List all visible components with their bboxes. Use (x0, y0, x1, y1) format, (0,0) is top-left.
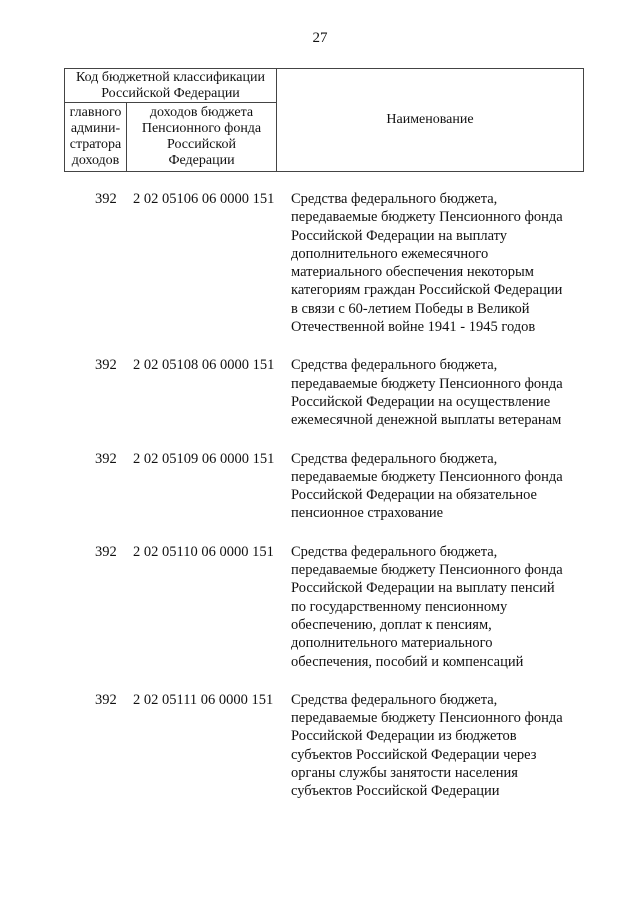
classification-rows (64, 190, 584, 821)
description-line: субъектов Российской Федерации (291, 783, 500, 800)
budget-code: 2 02 05109 06 0000 151 (133, 450, 275, 467)
description-line: Российской Федерации на выплату (291, 227, 508, 244)
table-row (64, 691, 584, 801)
description-line: категориям граждан Российской Федерации (291, 282, 563, 299)
description-line: Средства федерального бюджета, (291, 691, 498, 708)
description-line: Российской Федерации на выплату пенсий (291, 580, 555, 597)
description-line: дополнительного ежемесячного (291, 245, 489, 262)
description-line: передаваемые бюджету Пенсионного фонда (291, 710, 563, 727)
description-line: Средства федерального бюджета, (291, 191, 498, 207)
header-admin-line: главного (69, 105, 122, 120)
table-row (64, 543, 584, 671)
header-group-title-line2: Российской Федерации (101, 85, 240, 101)
description-line: субъектов Российской Федерации через (291, 746, 537, 763)
row-description (291, 450, 581, 523)
description-line: Отечественной войне 1941 - 1945 годов (291, 319, 536, 336)
description-line: обеспечения, пособий и компенсаций (291, 653, 524, 670)
description-line: ежемесячной денежной выплаты ветеранам (291, 412, 562, 429)
budget-code: 2 02 05111 06 0000 151 (133, 691, 274, 708)
row-description (291, 190, 581, 336)
classification-header-table (64, 68, 584, 172)
budget-code: 2 02 05110 06 0000 151 (133, 543, 274, 560)
header-income-line: Пенсионного фонда (141, 121, 262, 136)
description-line: Средства федерального бюджета, (291, 357, 498, 374)
admin-code: 392 (95, 357, 117, 374)
header-name-cell (277, 69, 584, 172)
header-admin-line: админи- (70, 121, 121, 136)
admin-code: 392 (95, 543, 117, 560)
header-admin-line: доходов (71, 153, 120, 168)
description-line: передаваемые бюджету Пенсионного фонда (291, 375, 563, 392)
description-line: в связи с 60-летием Победы в Великой (291, 300, 530, 317)
admin-code: 392 (95, 191, 117, 207)
header-group-title-line1: Код бюджетной классификации (76, 69, 265, 85)
admin-code: 392 (95, 691, 117, 708)
header-name-label: Наименование (386, 112, 474, 127)
description-line: пенсионное страхование (291, 505, 444, 522)
header-income-cell (127, 103, 277, 172)
header-income-line: доходов бюджета (149, 105, 254, 120)
description-line: Средства федерального бюджета, (291, 543, 498, 560)
description-line: дополнительного материального (291, 635, 493, 652)
budget-code: 2 02 05106 06 0000 151 (133, 191, 275, 207)
description-line: передаваемые бюджету Пенсионного фонда (291, 209, 563, 226)
table-row (64, 190, 584, 336)
description-line: Российской Федерации на обязательное (291, 487, 537, 504)
page-number: 27 (312, 30, 328, 46)
budget-code: 2 02 05108 06 0000 151 (133, 357, 275, 374)
header-income-line: Российской (167, 137, 236, 152)
admin-code: 392 (95, 450, 117, 467)
row-description (291, 543, 581, 671)
header-admin-cell (65, 103, 127, 172)
table-row (64, 356, 584, 429)
header-group-title (65, 69, 277, 103)
table-row (64, 450, 584, 523)
description-line: материального обеспечения некоторым (291, 264, 534, 281)
description-line: передаваемые бюджету Пенсионного фонда (291, 468, 563, 485)
description-line: передаваемые бюджету Пенсионного фонда (291, 562, 563, 579)
description-line: Российской Федерации на осуществление (291, 393, 551, 410)
description-line: по государственному пенсионному (291, 598, 508, 615)
header-income-line: Федерации (168, 153, 235, 168)
description-line: Российской Федерации из бюджетов (291, 728, 517, 745)
row-description (291, 356, 581, 429)
header-admin-line: стратора (69, 137, 122, 152)
description-line: органы службы занятости населения (291, 765, 518, 782)
description-line: обеспечению, доплат к пенсиям, (291, 616, 492, 633)
description-line: Средства федерального бюджета, (291, 450, 498, 467)
row-description (291, 691, 581, 801)
